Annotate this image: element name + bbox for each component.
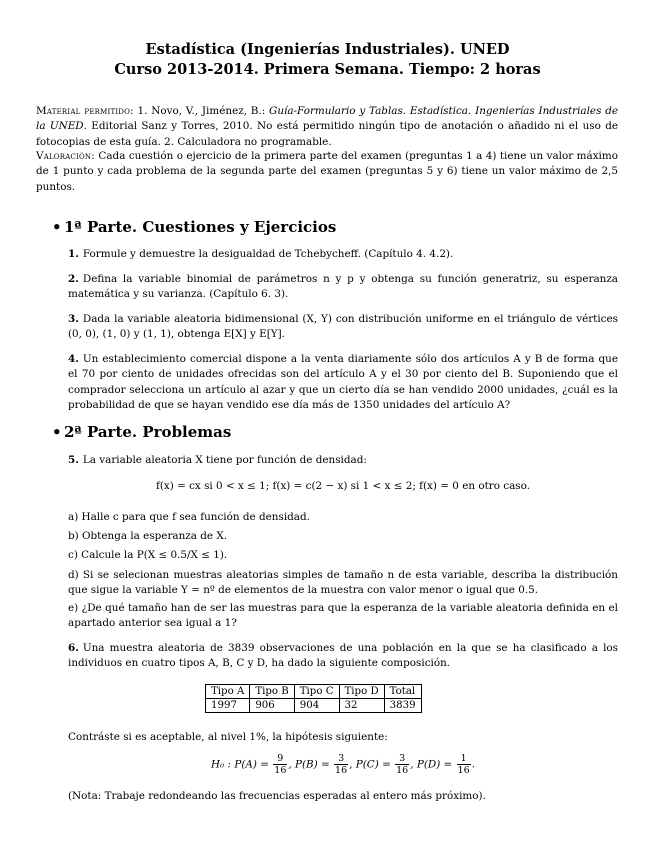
table-row — [206, 699, 422, 713]
question-text: Una muestra aleatoria de 3839 observaciones de una población en la que se ha clasificado a los individuos en cuatro tipos A, B, C y D, ha dado la siguiente composición. — [68, 642, 618, 670]
pd-label: , P(D) = — [410, 758, 453, 771]
table-cell: 906 — [250, 699, 294, 713]
question-5a: a) Halle c para que f sea función de densidad. — [68, 511, 310, 523]
valoracion-text: Cada cuestión o ejercicio de la primera parte del examen (preguntas 1 a 4) tiene un valor máximo de 1 punto y cada problema de la segunda parte del examen (preguntas 5 y 6) tiene un valor máximo de 2,5 puntos. — [36, 150, 618, 193]
question-5d: d) Si se selecionan muestras aleatorias simples de tamaño n de esta variable, describa la distribución que sigue la variable Y = nº de elementos de la muestra con valor menor o igual que 0.5. — [68, 569, 618, 597]
material-label: Material permitido: — [36, 105, 134, 117]
pa-label: P(A) = — [234, 758, 269, 771]
hypothesis-end: . — [471, 758, 475, 771]
part1-title: 1ª Parte. Cuestiones y Ejercicios — [64, 218, 337, 236]
bullet-icon: • — [52, 218, 62, 236]
question-text: Un establecimiento comercial dispone a la venta diariamente sólo dos artículos A y B de forma que el 70 por ciento de unidades ofrecidas son del artículo A y el 30 por ciento del B. Suponiendo que el comprador selecciona un artículo al azar y que un cierto día se han vendido 2000 unidades, ¿cuál es la probabilidad de que se hayan vendido ese día más de 1350 unidades del artículo A? — [68, 353, 618, 411]
table-header-cell: Tipo C — [294, 685, 339, 699]
exam-title: Estadística (Ingenierías Industriales). UNED — [145, 41, 510, 58]
question-4 — [68, 352, 618, 413]
question-5e: e) ¿De qué tamaño han de ser las muestras para que la esperanza de la variable aleatoria definida en el apartado anterior sea igual a 1? — [68, 602, 618, 630]
question-5 — [68, 453, 618, 468]
table-header-cell: Tipo B — [250, 685, 294, 699]
question-2 — [68, 272, 618, 303]
nota-text: (Nota: Trabaje redondeando las frecuencias esperadas al entero más próximo). — [68, 790, 486, 802]
question-number: 3. — [68, 313, 79, 325]
material-book-title: Guía-Formulario y Tablas. Estadística. Ingenierías Industriales de la UNED — [36, 105, 618, 133]
valoracion — [36, 149, 618, 195]
question-5c: c) Calcule la P(X ≤ 0.5/X ≤ 1). — [68, 549, 228, 561]
hypothesis-formula — [68, 753, 618, 776]
exam-subtitle: Curso 2013-2014. Primera Semana. Tiempo: 2 horas — [114, 61, 541, 78]
material-text-a: 1. Novo, V., Jiménez, B.: — [133, 105, 270, 117]
question-6 — [68, 641, 618, 672]
part2-title: 2ª Parte. Problemas — [64, 423, 232, 441]
bullet-icon: • — [52, 423, 62, 441]
question-1 — [68, 247, 618, 262]
composition-table — [205, 684, 422, 713]
question-number: 5. — [68, 454, 79, 466]
table-header-cell: Total — [384, 685, 421, 699]
section-heading-part2 — [52, 423, 231, 441]
section-heading-part1 — [52, 218, 336, 236]
fraction-b: $\frac{3}{16}$ — [335, 753, 348, 776]
fraction-d: $\frac{1}{16}$ — [457, 753, 470, 776]
pb-label: , P(B) = — [288, 758, 330, 771]
question-5b: b) Obtenga la esperanza de X. — [68, 530, 228, 542]
table-cell: 904 — [294, 699, 339, 713]
question-text: Formule y demuestre la desigualdad de Tchebycheff. (Capítulo 4. 4.2). — [82, 248, 454, 260]
question-number: 6. — [68, 642, 79, 654]
table-header-cell: Tipo D — [339, 685, 384, 699]
h0-label: H₀ : — [211, 758, 232, 771]
table-cell: 1997 — [206, 699, 250, 713]
question-text: Dada la variable aleatoria bidimensional (X, Y) con distribución uniforme en el triángulo de vértices (0, 0), (1, 0) y (1, 1), obtenga E[X] y E[Y]. — [68, 313, 618, 341]
pc-label: , P(C) = — [349, 758, 391, 771]
question-3 — [68, 312, 618, 343]
material-permitido — [36, 104, 618, 150]
question-text: La variable aleatoria X tiene por función de densidad: — [82, 454, 367, 466]
table-header-cell: Tipo A — [206, 685, 250, 699]
table-cell: 3839 — [384, 699, 421, 713]
contraste-text: Contráste si es aceptable, al nivel 1%, la hipótesis siguiente: — [68, 731, 388, 743]
question-text: Defina la variable binomial de parámetros n y p y obtenga su función generatriz, su esperanza matemática y su varianza. (Capítulo 6. 3). — [68, 273, 618, 301]
question-number: 1. — [68, 248, 79, 260]
density-formula: f(x) = cx si 0 < x ≤ 1; f(x) = c(2 − x) si 1 < x ≤ 2; f(x) = 0 en otro caso. — [155, 480, 531, 492]
table-cell: 32 — [339, 699, 384, 713]
question-number: 4. — [68, 353, 79, 365]
question-number: 2. — [68, 273, 79, 285]
valoracion-label: Valoración: — [36, 150, 95, 162]
fraction-a: $\frac{9}{16}$ — [274, 753, 287, 776]
fraction-c: $\frac{3}{16}$ — [396, 753, 409, 776]
table-header-row — [206, 685, 422, 699]
material-text-b: . Editorial Sanz y Torres, 2010. No está permitido ningún tipo de anotación o añadido ni el uso de fotocopias de esta guía. 2. Calculadora no programable. — [36, 120, 619, 148]
